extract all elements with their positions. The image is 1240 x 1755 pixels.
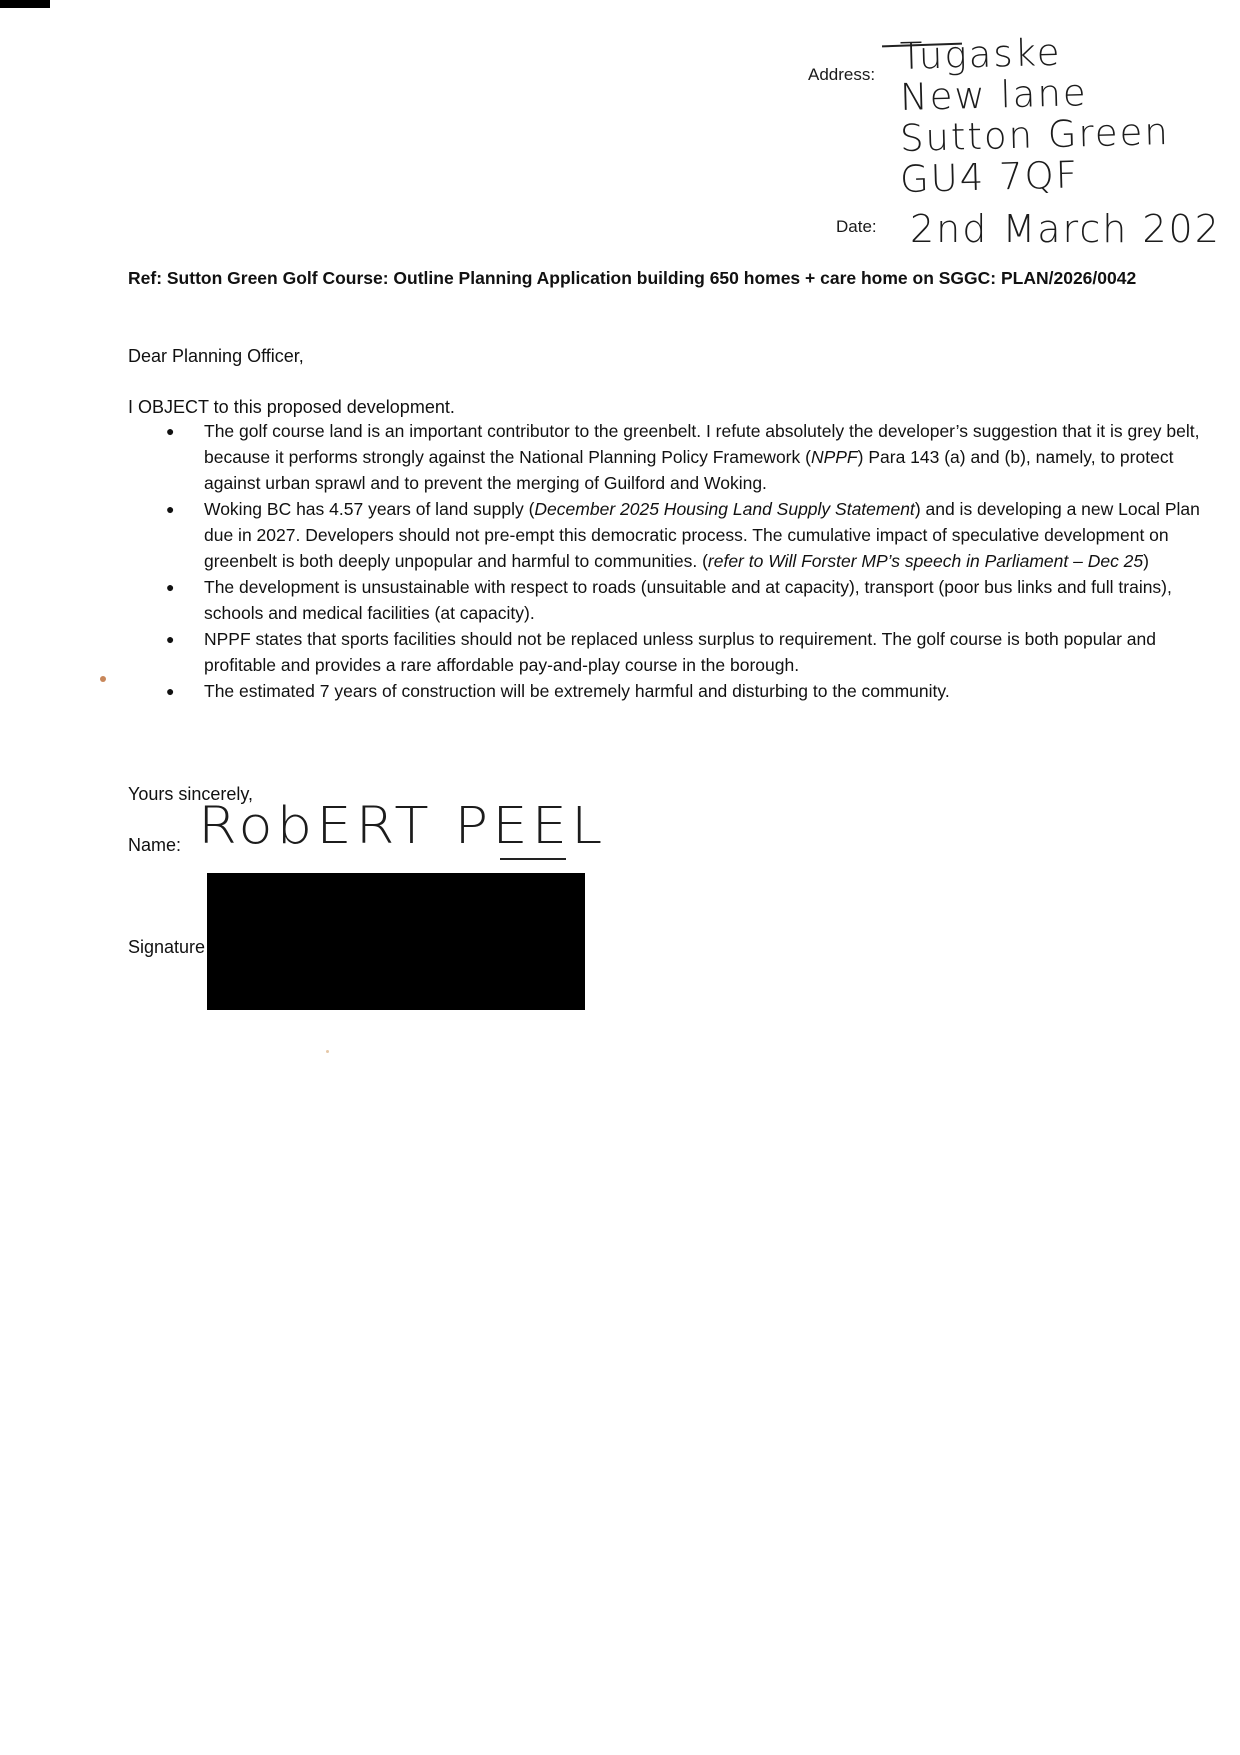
signature-label: Signature [128, 937, 206, 957]
reference-line: Ref: Sutton Green Golf Course: Outline Planning Application building 650 homes + care home on SGGC: PLAN/2026/0042 [128, 268, 1137, 288]
closing: Yours sincerely, [128, 784, 254, 804]
address-line: New lane [899, 71, 1089, 119]
address-line: Tugaske [899, 30, 1062, 78]
bullet-icon: ● [166, 579, 175, 595]
bullet-icon: ● [166, 501, 175, 517]
name-label: Name: [128, 835, 182, 855]
address-handwritten [899, 30, 1230, 201]
scan-speck [326, 1050, 329, 1053]
address-line: Sutton Green [899, 109, 1171, 160]
date-label: Date: [836, 217, 877, 236]
list-item: ● The golf course land is an important contributor to the greenbelt. I refute absolutely the developer’s suggestion that it is grey belt, because it performs strongly against the National Planning Policy Framework (NPPF) Para 143 (a) and (b), namely, to protect against urban sprawl and to prevent the merging of Guilford and Woking. [128, 418, 1203, 496]
address-label: Address: [808, 65, 876, 84]
list-item: ● The estimated 7 years of construction will be extremely harmful and disturbing to the community. [128, 678, 1203, 704]
signature-redaction-box [207, 873, 585, 1010]
scan-edge-mark [0, 0, 50, 8]
list-item: ● NPPF states that sports facilities should not be replaced unless surplus to requirement. The golf course is both popular and profitable and provides a rare affordable pay-and-play course in the borough. [128, 626, 1203, 678]
bullet-icon: ● [166, 683, 175, 699]
bullet-icon: ● [166, 423, 175, 439]
objection-statement: I OBJECT to this proposed development. [128, 397, 455, 417]
greeting: Dear Planning Officer, [128, 346, 304, 366]
date-handwritten: 2nd March 202 [910, 207, 1221, 251]
objection-points [128, 418, 1203, 704]
name-underline [500, 858, 566, 860]
name-handwritten: RobERT PEEL [198, 797, 607, 856]
list-item: ● Woking BC has 4.57 years of land supply (December 2025 Housing Land Supply Statement) and is developing a new Local Plan due in 2027. Developers should not pre-empt this democratic process. The cumulative impact of speculative development on greenbelt is both deeply unpopular and harmful to communities. (refer to Will Forster MP’s speech in Parliament – Dec 25) [128, 496, 1203, 574]
address-line: GU4 7QF [899, 153, 1080, 201]
bullet-icon: ● [166, 631, 175, 647]
scan-speck [100, 676, 106, 682]
list-item: ● The development is unsustainable with respect to roads (unsuitable and at capacity), transport (poor bus links and full trains), schools and medical facilities (at capacity). [128, 574, 1203, 626]
